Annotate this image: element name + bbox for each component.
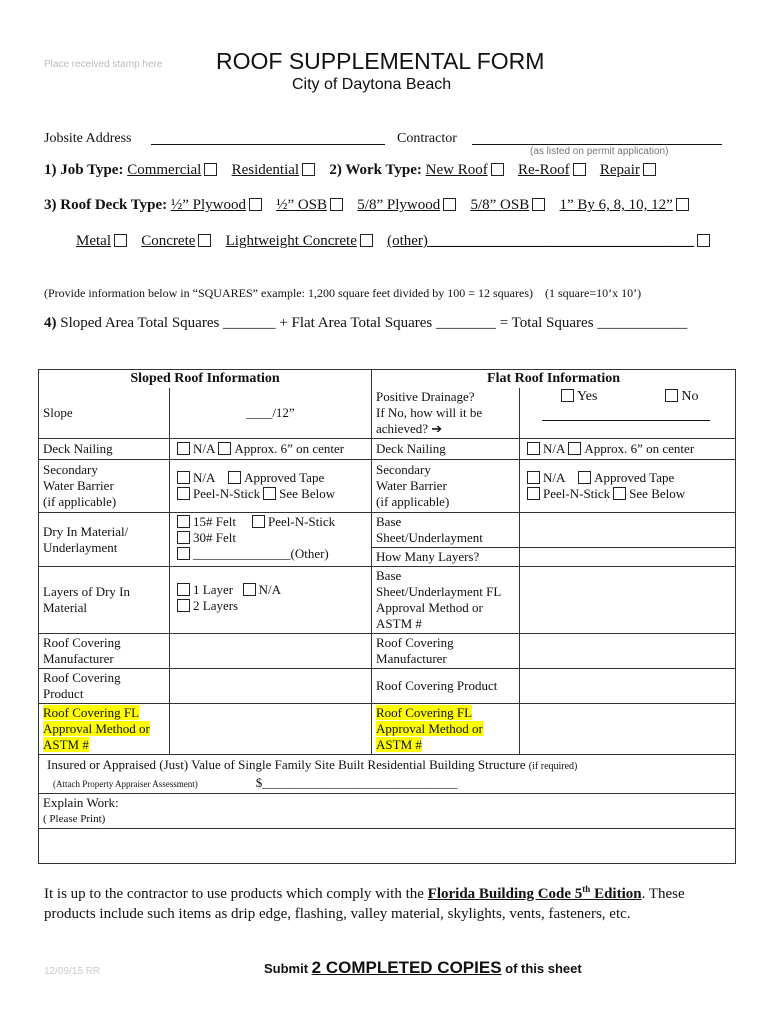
base-fl-label [372, 567, 520, 634]
slope-value[interactable]: ____/12” [170, 388, 372, 439]
rc-man-1: Roof Covering [43, 635, 121, 650]
dry-in-1: Dry In Material/ [43, 523, 129, 539]
nailing-na-sloped: N/A [193, 441, 216, 456]
nailing-na-flat: N/A [543, 441, 566, 456]
base-2: Sheet/Underlayment [376, 530, 483, 545]
rc-man-2: Manufacturer [43, 651, 114, 666]
rc-fl-flat [372, 704, 520, 755]
deck-type-row-2 [76, 233, 713, 250]
secondary-flat-na-checkbox[interactable] [527, 471, 540, 484]
squares-line [44, 315, 687, 332]
rc-fl-sloped-value[interactable] [170, 704, 372, 755]
secondary-flat-2: Water Barrier [376, 478, 447, 493]
squares-note [44, 286, 641, 301]
jobsite-address-label: Jobsite Address [44, 131, 132, 146]
secondary-see-below: See Below [279, 486, 336, 501]
deck-58-plywood: 5/8” Plywood [357, 197, 441, 213]
58-osb-checkbox[interactable] [532, 198, 545, 211]
please-print: ( Please Print) [43, 813, 106, 825]
nailing-na-checkbox-sloped[interactable] [177, 442, 190, 455]
other-checkbox[interactable] [697, 234, 710, 247]
layer1-checkbox[interactable] [177, 583, 190, 596]
job-type-commercial: Commercial [127, 162, 202, 178]
squares-note-2: (1 square=10’x 10’) [545, 286, 642, 300]
rc-fl-1: Roof Covering FL [43, 705, 140, 720]
base-fl-2: Sheet/Underlayment FL [376, 584, 502, 599]
secondary-peel: Peel-N-Stick [193, 486, 261, 501]
rc-fl-flat-2: Approval Method or [376, 721, 483, 736]
submit-pre: Submit [264, 961, 312, 976]
page-subtitle: City of Daytona Beach [292, 76, 452, 93]
secondary-flat-see-below-checkbox[interactable] [613, 487, 626, 500]
page-title: ROOF SUPPLEMENTAL FORM [216, 48, 545, 74]
rc-product-flat: Roof Covering Product [372, 669, 520, 704]
roof-info-table [38, 369, 736, 864]
squares-line-text[interactable]: Sloped Area Total Squares _______ + Flat Area Total Squares ________ = Total Squares ____________ [60, 315, 688, 331]
positive-drainage: Positive Drainage? [376, 389, 475, 404]
secondary-flat-see-below: See Below [629, 486, 686, 501]
drainage-options [520, 388, 736, 439]
para1b: . These [641, 886, 685, 902]
deck-58-osb: 5/8” OSB [470, 197, 530, 213]
nailing-approx-checkbox-flat[interactable] [568, 442, 581, 455]
secondary-na: N/A [193, 470, 216, 485]
felt15: 15# Felt [193, 514, 236, 529]
work-type-label: 2) Work Type: [329, 162, 422, 178]
work-type-repair: Repair [599, 162, 640, 178]
re-roof-checkbox[interactable] [573, 163, 586, 176]
dryin-peel-checkbox[interactable] [252, 515, 265, 528]
base-fl-3: Approval Method or [376, 600, 483, 615]
layer-na: N/A [258, 582, 281, 597]
secondary-1: Secondary [43, 462, 98, 477]
half-plywood-checkbox[interactable] [249, 198, 262, 211]
secondary-3: (if applicable) [43, 494, 117, 509]
how-many-layers-label: How Many Layers? [372, 548, 520, 567]
deck-nailing-label-flat: Deck Nailing [372, 439, 520, 460]
insured-text: Insured or Appraised (Just) Value of Single Family Site Built Residential Building Structure [47, 756, 526, 772]
58-plywood-checkbox[interactable] [443, 198, 456, 211]
code-sup: th [582, 884, 591, 894]
rc-product-sloped-value[interactable] [170, 669, 372, 704]
deck-half-osb: ½” OSB [276, 197, 328, 213]
lightweight-concrete-checkbox[interactable] [360, 234, 373, 247]
deck-nailing-options-flat [520, 439, 736, 460]
layer2-checkbox[interactable] [177, 599, 190, 612]
rc-man-flat-2: Manufacturer [376, 651, 447, 666]
explain-label: Explain Work: [43, 795, 119, 810]
slope-label: Slope [39, 388, 170, 439]
deck-other: (other) ___________________________________ [387, 233, 695, 249]
footer-date: 12/09/15 RR [44, 966, 101, 977]
nailing-approx-flat: Approx. 6” on center [584, 441, 695, 456]
secondary-flat-peel: Peel-N-Stick [543, 486, 611, 501]
secondary-label-sloped [39, 460, 170, 513]
squares-num: 4) [44, 315, 57, 331]
repair-checkbox[interactable] [643, 163, 656, 176]
secondary-label-flat [372, 460, 520, 513]
secondary-flat-tape: Approved Tape [594, 470, 675, 485]
submit-post: of this sheet [501, 961, 582, 976]
if-required: (if required) [528, 760, 578, 772]
submit-copies: 2 COMPLETED COPIES [311, 958, 502, 977]
new-roof-checkbox[interactable] [491, 163, 504, 176]
explain-work-row [39, 794, 736, 829]
layer1: 1 Layer [193, 582, 234, 597]
felt15-checkbox[interactable] [177, 515, 190, 528]
explain-work-field[interactable] [39, 829, 736, 864]
sloped-header: Sloped Roof Information [39, 370, 372, 389]
nailing-na-checkbox-flat[interactable] [527, 442, 540, 455]
para2: products include such items as drip edge, flashing, valley material, skylights, vents, fasteners, etc. [44, 906, 631, 922]
stamp-placeholder: Place received stamp here [44, 59, 163, 70]
deck-type-label: 3) Roof Deck Type: [44, 197, 168, 213]
job-type-label: 1) Job Type: [44, 162, 124, 178]
concrete-checkbox[interactable] [198, 234, 211, 247]
positive-drainage-cell [372, 388, 520, 439]
rc-man-flat-1: Roof Covering [376, 635, 454, 650]
dryin-peel: Peel-N-Stick [267, 514, 336, 529]
squares-note-text: (Provide information below in “SQUARES” example: 1,200 square feet divided by 100 = 12 squares) [44, 286, 533, 300]
contractor-label: Contractor [397, 131, 457, 146]
secondary-see-below-checkbox[interactable] [263, 487, 276, 500]
secondary-flat-tape-checkbox[interactable] [578, 471, 591, 484]
base-fl-1: Base [376, 568, 402, 583]
attach-note: (Attach Property Appraiser Assessment) [53, 778, 198, 789]
rc-prod-1: Roof Covering [43, 670, 121, 685]
job-type-row [44, 162, 659, 179]
secondary-flat-na: N/A [543, 470, 566, 485]
felt30-checkbox[interactable] [177, 531, 190, 544]
dryin-other-checkbox[interactable] [177, 547, 190, 560]
deck-lightweight-concrete: Lightweight Concrete [225, 233, 357, 249]
layers-1: Layers of Dry In [43, 584, 130, 599]
rc-manufacturer-sloped-value[interactable] [170, 634, 372, 669]
contractor-field[interactable] [472, 132, 722, 145]
secondary-flat-1: Secondary [376, 462, 431, 477]
nailing-approx-sloped: Approx. 6” on center [234, 441, 345, 456]
no-checkbox[interactable] [665, 389, 678, 402]
residential-checkbox[interactable] [302, 163, 315, 176]
base-fl-4: ASTM # [376, 616, 422, 631]
deck-type-row [44, 197, 692, 214]
base-sheet-value[interactable] [520, 513, 736, 548]
rc-fl-flat-3: ASTM # [376, 737, 422, 752]
layer2: 2 Layers [193, 598, 239, 613]
achieved-text: achieved? ➔ [376, 421, 443, 436]
layers-options [170, 567, 372, 634]
layer-na-checkbox[interactable] [243, 583, 256, 596]
half-osb-checkbox[interactable] [330, 198, 343, 211]
insured-value-row [39, 755, 736, 794]
yes-label: Yes [577, 389, 598, 404]
secondary-flat-3: (if applicable) [376, 494, 450, 509]
base-sheet-label [372, 513, 520, 548]
layers-2: Material [43, 600, 88, 615]
secondary-peel-checkbox[interactable] [177, 487, 190, 500]
1-inch-checkbox[interactable] [676, 198, 689, 211]
nailing-approx-checkbox-sloped[interactable] [218, 442, 231, 455]
dry-in-options [170, 513, 372, 567]
rc-fl-3: ASTM # [43, 737, 89, 752]
commercial-checkbox[interactable] [204, 163, 217, 176]
rc-manufacturer-flat-value[interactable] [520, 634, 736, 669]
deck-half-plywood: ½” Plywood [170, 197, 246, 213]
secondary-options-sloped [170, 460, 372, 513]
if-no-text: If No, how will it be [376, 405, 483, 420]
job-type-residential: Residential [231, 162, 300, 178]
deck-metal: Metal [76, 233, 111, 249]
deck-nailing-label-sloped: Deck Nailing [39, 439, 170, 460]
para1a: It is up to the contractor to use products which comply with the [44, 886, 428, 902]
how-many-layers-value[interactable] [520, 548, 736, 567]
work-type-new-roof: New Roof [425, 162, 488, 178]
deck-nailing-options-sloped [170, 439, 372, 460]
metal-checkbox[interactable] [114, 234, 127, 247]
jobsite-address-field[interactable] [151, 132, 385, 145]
secondary-2: Water Barrier [43, 478, 114, 493]
flat-header: Flat Roof Information [372, 370, 736, 389]
rc-manufacturer-flat [372, 634, 520, 669]
achieved-field[interactable] [542, 419, 710, 421]
rc-fl-sloped [39, 704, 170, 755]
yes-checkbox[interactable] [561, 389, 574, 402]
layers-dry-in-label [39, 567, 170, 634]
rc-fl-flat-value[interactable] [520, 704, 736, 755]
rc-product-sloped [39, 669, 170, 704]
dry-in-label [39, 513, 170, 567]
contractor-note: (as listed on permit application) [530, 146, 669, 157]
code-name: Florida Building Code 5 [427, 886, 583, 902]
dryin-other[interactable]: _______________(Other) [193, 546, 329, 561]
rc-fl-flat-1: Roof Covering FL [376, 705, 473, 720]
rc-prod-2: Product [43, 686, 84, 701]
insured-value-field[interactable]: $______________________________ [255, 774, 458, 790]
rc-product-flat-value[interactable] [520, 669, 736, 704]
secondary-na-checkbox[interactable] [177, 471, 190, 484]
base-1: Base [376, 514, 402, 529]
deck-1-inch: 1” By 6, 8, 10, 12” [559, 197, 673, 213]
rc-fl-2: Approval Method or [43, 721, 150, 736]
felt30: 30# Felt [193, 530, 236, 545]
no-label: No [681, 389, 699, 404]
base-fl-value[interactable] [520, 567, 736, 634]
secondary-tape-checkbox[interactable] [228, 471, 241, 484]
secondary-flat-peel-checkbox[interactable] [527, 487, 540, 500]
dry-in-2: Underlayment [43, 539, 118, 555]
submit-line [264, 958, 582, 978]
work-type-re-roof: Re-Roof [517, 162, 570, 178]
secondary-options-flat [520, 460, 736, 513]
code-edition: Edition [590, 886, 642, 902]
secondary-tape: Approved Tape [244, 470, 325, 485]
deck-concrete: Concrete [141, 233, 196, 249]
compliance-paragraph [44, 879, 685, 924]
rc-manufacturer-sloped [39, 634, 170, 669]
